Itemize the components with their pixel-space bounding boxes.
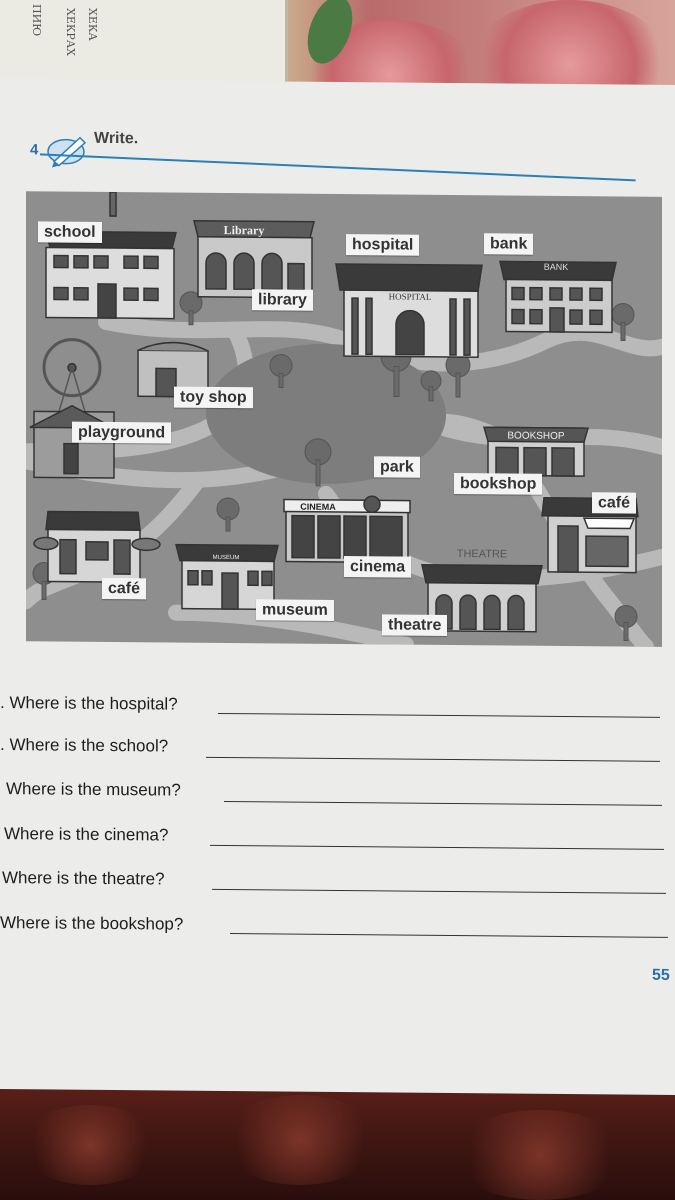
school-building [46, 191, 176, 318]
map-label-theatre: theatre [382, 614, 447, 636]
museum-sign: MUSEUM [212, 554, 240, 562]
question-1: . Where is the hospital? [0, 693, 178, 714]
bank-building [500, 261, 616, 332]
library-building [194, 221, 314, 298]
book-corner: ПИЮ ХЕКРАХ ХЕКА [0, 0, 288, 85]
map-label-cafe-left: café [102, 578, 146, 599]
map-label-school: school [38, 221, 102, 243]
map-label-bookshop: bookshop [454, 473, 542, 495]
bank-sign: BANK [543, 261, 569, 273]
answer-line-2[interactable] [206, 757, 660, 762]
cafe-left-building [34, 511, 160, 582]
page-number: 55 [652, 966, 670, 984]
map-label-toy-shop: toy shop [174, 387, 253, 409]
map-label-library: library [252, 289, 313, 311]
question-5: Where is the theatre? [2, 868, 165, 889]
theatre-sign: THEATRE [456, 548, 508, 561]
map-label-cafe-right: café [592, 492, 636, 513]
answer-line-3[interactable] [224, 801, 662, 806]
question-2: . Where is the school? [0, 735, 169, 756]
bookshop-sign: BOOKSHOP [507, 430, 565, 442]
answer-line-1[interactable] [218, 713, 660, 718]
hospital-sign: HOSPITAL [388, 291, 432, 302]
exercise-number: 4 [30, 141, 39, 159]
pencil-icon [44, 131, 90, 167]
hospital-building [336, 264, 482, 357]
background-carpet-bottom [0, 1085, 675, 1200]
answer-line-4[interactable] [210, 845, 664, 850]
map-label-museum: museum [256, 599, 334, 621]
map-label-park: park [374, 456, 420, 477]
question-6: Where is the bookshop? [0, 913, 184, 934]
map-label-bank: bank [484, 233, 533, 254]
town-map [26, 191, 662, 647]
map-label-cinema: cinema [344, 556, 411, 578]
map-label-hospital: hospital [346, 234, 419, 256]
playground-area [30, 339, 114, 478]
cinema-building [284, 496, 410, 563]
question-4: Where is the cinema? [4, 824, 169, 845]
textbook-page [0, 79, 675, 1095]
exercise-title: Write. [94, 129, 139, 148]
bookshop-building [484, 427, 588, 476]
cinema-sign: CINEMA [300, 501, 336, 512]
question-3: Where is the museum? [6, 779, 181, 800]
answer-line-6[interactable] [230, 933, 668, 938]
map-label-playground: playground [72, 422, 171, 444]
title-rule [40, 153, 636, 181]
library-sign: Library [223, 223, 265, 238]
answer-line-5[interactable] [212, 889, 666, 894]
